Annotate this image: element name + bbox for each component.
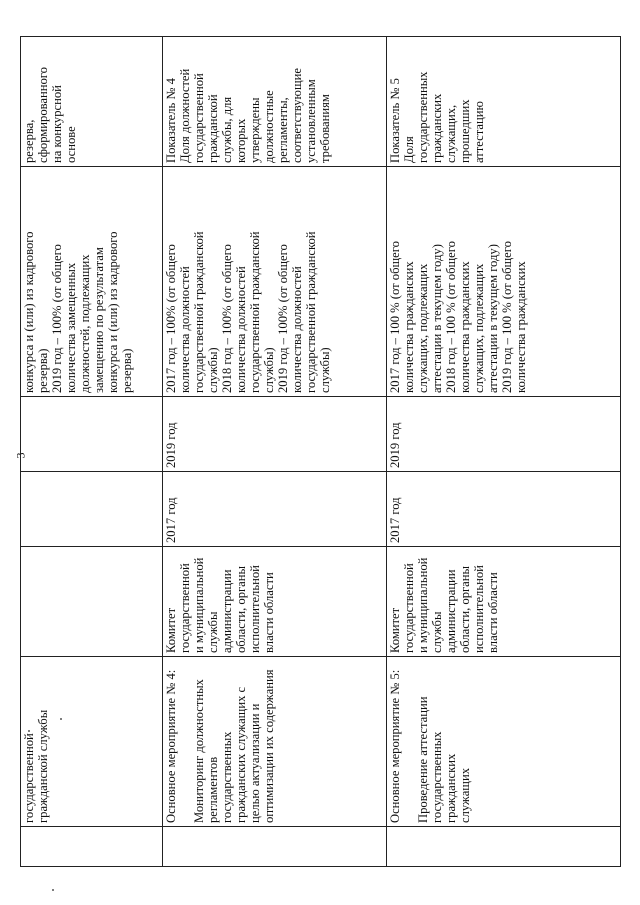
target-text: конкурса и (или) из кадрового резерва) 2019 год – 100% (от общего количества замещенных должностей, подлежащих замещению по результатам конкурса и (или) из кадрового резерва) [22, 231, 134, 393]
event-text: государственной гражданской службы [22, 709, 50, 823]
end-year-text: 2019 год [164, 422, 178, 468]
event-cell [163, 657, 387, 827]
row-number-cell [21, 827, 163, 867]
indicator-cell [163, 37, 387, 167]
scan-speck [28, 730, 30, 732]
executor-text: Комитет государственной и муниципальной службы администрации области, органы исполнительной власти области [164, 557, 276, 653]
page-number: 3 [13, 452, 28, 459]
indicator-text: резерва, сформированного на конкурсной основе [22, 67, 78, 163]
target-cell [163, 167, 387, 397]
target-text: 2017 год – 100 % (от общего количества гражданских служащих, подлежащих аттестации в текущем году) 2018 год – 100 % (от общего количества гражданских служащих, подлежащих аттестации в текущем году) 2019 год – 100 % (от общего количества гражданских [388, 241, 528, 393]
target-text: 2017 год – 100% (от общего количества должностей государственной гражданской службы) 2018 год – 100% (от общего количества должностей государственной гражданской службы) 2019 год – 100% (от общего количества должностей государственной гражданской службы) [164, 231, 332, 393]
table-row [163, 37, 387, 867]
start-year-cell [163, 472, 387, 547]
event-text: Основное мероприятие № 4: Мониторинг должностных регламентов государственных гражданских служащих с целью актуализации и оптимизации их содержания [164, 669, 276, 823]
target-cell [21, 167, 163, 397]
program-table [20, 36, 621, 867]
row-number-cell [387, 827, 621, 867]
indicator-text: Показатель № 5 Доля государственных гражданских служащих, прошедших аттестацию [388, 71, 486, 163]
row-number-cell [163, 827, 387, 867]
start-year-text: 2017 год [388, 497, 402, 543]
executor-cell [163, 547, 387, 657]
scan-speck [60, 718, 62, 720]
event-cell [21, 657, 163, 827]
indicator-cell [21, 37, 163, 167]
end-year-text: 2019 год [388, 422, 402, 468]
executor-cell [387, 547, 621, 657]
start-year-cell [21, 472, 163, 547]
event-cell [387, 657, 621, 827]
indicator-cell [387, 37, 621, 167]
rotated-table-container [20, 37, 620, 867]
start-year-cell [387, 472, 621, 547]
executor-cell [21, 547, 163, 657]
target-cell [387, 167, 621, 397]
end-year-cell [21, 397, 163, 472]
end-year-cell [387, 397, 621, 472]
end-year-cell [163, 397, 387, 472]
event-text: Основное мероприятие № 5: Проведение аттестации государственных гражданских служащих [388, 669, 472, 823]
start-year-text: 2017 год [164, 497, 178, 543]
table-row [387, 37, 621, 867]
indicator-text: Показатель № 4 Доля должностей государственной гражданской службы, для которых утверждены должностные регламенты, соответствующие установленным требованиям [164, 68, 332, 163]
table-row [21, 37, 163, 867]
scan-speck [52, 889, 54, 891]
executor-text: Комитет государственной и муниципальной службы администрации области, органы исполнительной власти области [388, 557, 500, 653]
